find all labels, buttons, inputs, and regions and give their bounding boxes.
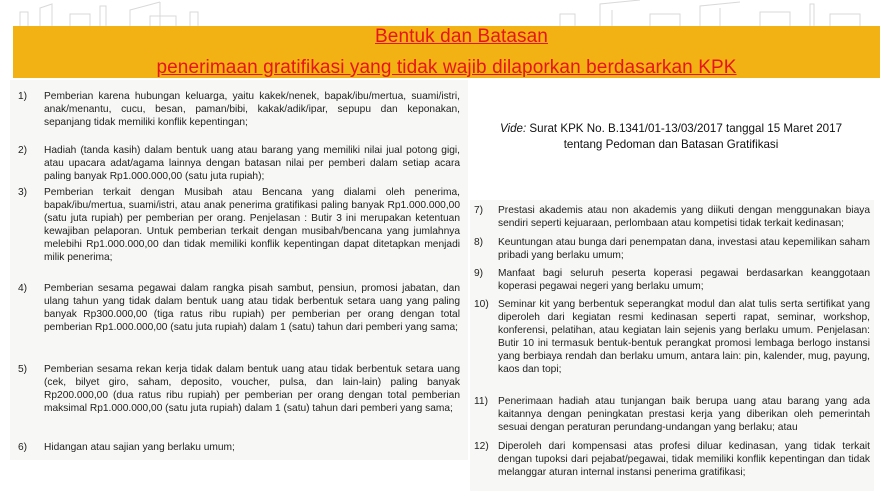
reference-text: Surat KPK No. B.1341/01-13/03/2017 tanggal 15 Maret 2017 tentang Pedoman dan Batasan Gratifikasi — [526, 122, 843, 151]
title-line-1: Bentuk dan Batasan — [375, 26, 548, 47]
item-text: Pemberian terkait dengan Musibah atau Bencana yang dialami oleh penerima, bapak/ibu/mertua, suami/istri, atau anak penerima gratifikasi paling banyak Rp1.000.000,00 (satu juta rupiah) per pemberian per orang. Penjelasan : Butir 3 ini merupakan ketentuan kewajiban pelaporan. Untuk pemberian terkait dengan musibah/bencana yang jumlahnya melebihi Rp1.000.000,00 dan tidak memiliki konflik kepentingan dapat ditetapkan menjadi milik penerima; — [44, 187, 460, 264]
title-banner — [13, 26, 880, 78]
item-number: 7) — [474, 205, 484, 216]
item-number: 8) — [474, 237, 484, 248]
title-line-2: penerimaan gratifikasi yang tidak wajib dilaporkan berdasarkan KPK — [156, 57, 737, 78]
item-number: 11) — [474, 396, 488, 407]
item-text: Hadiah (tanda kasih) dalam bentuk uang atau barang yang memiliki nilai jual potong gigi, atau upacara adat/agama lainnya dengan batasan nilai per pemberi dalam setiap acara paling banyak Rp1.000.000,00 (satu juta rupiah); — [44, 145, 460, 183]
reference-note — [486, 121, 856, 152]
item-number: 3) — [18, 187, 28, 198]
item-text: Pemberian sesama pegawai dalam rangka pisah sambut, pensiun, promosi jabatan, dan ulang tahun yang tidak dalam bentuk uang atau tidak berbentuk setara uang yang paling banyak Rp300.000,00 (tiga ratus ribu rupiah) per pemberian per orang dengan total pemberian Rp1.000.000,00 (satu juta rupiah) dalam 1 (satu) tahun dari pemberi yang sama; — [44, 283, 460, 334]
item-text: Diperoleh dari kompensasi atas profesi diluar kedinasan, yang tidak terkait dengan tupoksi dari pejabat/pegawai, tidak memiliki konflik kepentingan dan tidak melanggar aturan internal instansi penerima gratifikasi; — [498, 441, 870, 479]
left-document-scan — [10, 80, 468, 460]
item-text: Hidangan atau sajian yang berlaku umum; — [44, 442, 235, 453]
item-number: 5) — [18, 364, 28, 375]
item-text: Keuntungan atau bunga dari penempatan dana, investasi atau kepemilikan saham pribadi yang berlaku umum; — [498, 237, 870, 262]
item-number: 10) — [474, 299, 489, 310]
item-text: Manfaat bagi seluruh peserta koperasi pegawai berdasarkan keanggotaan koperasi pegawai negeri yang berlaku umum; — [498, 268, 870, 293]
item-text: Pemberian sesama rekan kerja tidak dalam bentuk uang atau tidak berbentuk setara uang (cek, bilyet giro, saham, deposito, voucher, pulsa, dan lain-lain) paling banyak Rp200.000,00 (dua ratus ribu rupiah) per pemberian per orang dengan total pemberian maksimal Rp1.000.000,00 (satu juta rupiah) dalam 1 (satu) tahun dari pemberi yang sama; — [44, 364, 460, 415]
item-text: Seminar kit yang berbentuk seperangkat modul dan alat tulis serta sertifikat yang diperoleh dari kegiatan resmi kedinasan seperti rapat, seminar, workshop, konferensi, pelatihan, atau kegiatan lain sejenis yang berlaku umum. Penjelasan: Butir 10 ini termasuk bentuk-bentuk perangkat promosi lembaga berlogo instansi yang berbiaya rendah dan berlaku umum, antara lain: pin, kalender, mug, payung, kaos dan topi; — [498, 299, 870, 376]
item-text: Prestasi akademis atau non akademis yang diikuti dengan menggunakan biaya sendiri seperti kejuaraan, perlombaan atau kompetisi tidak terkait kedinasan; — [498, 205, 870, 230]
right-document-scan — [470, 200, 874, 491]
item-number: 9) — [474, 268, 484, 279]
item-number: 1) — [18, 91, 28, 102]
item-number: 2) — [18, 145, 28, 156]
item-number: 4) — [18, 283, 28, 294]
reference-prefix: Vide: — [499, 122, 527, 135]
item-text: Penerimaan hadiah atau tunjangan baik berupa uang atau barang yang ada kaitannya dengan peningkatan prestasi kerja yang diberikan oleh pemerintah sesuai dengan peraturan perundang-undangan yang berlaku; atau — [498, 396, 870, 434]
item-number: 6) — [18, 442, 28, 453]
item-text: Pemberian karena hubungan keluarga, yaitu kakek/nenek, bapak/ibu/mertua, suami/istri, anak/menantu, cucu, besan, paman/bibi, kakak/adik/ipar, sepupu dan keponakan, sepanjang tidak memiliki konflik kepentingan; — [44, 91, 460, 129]
item-number: 12) — [474, 441, 489, 452]
